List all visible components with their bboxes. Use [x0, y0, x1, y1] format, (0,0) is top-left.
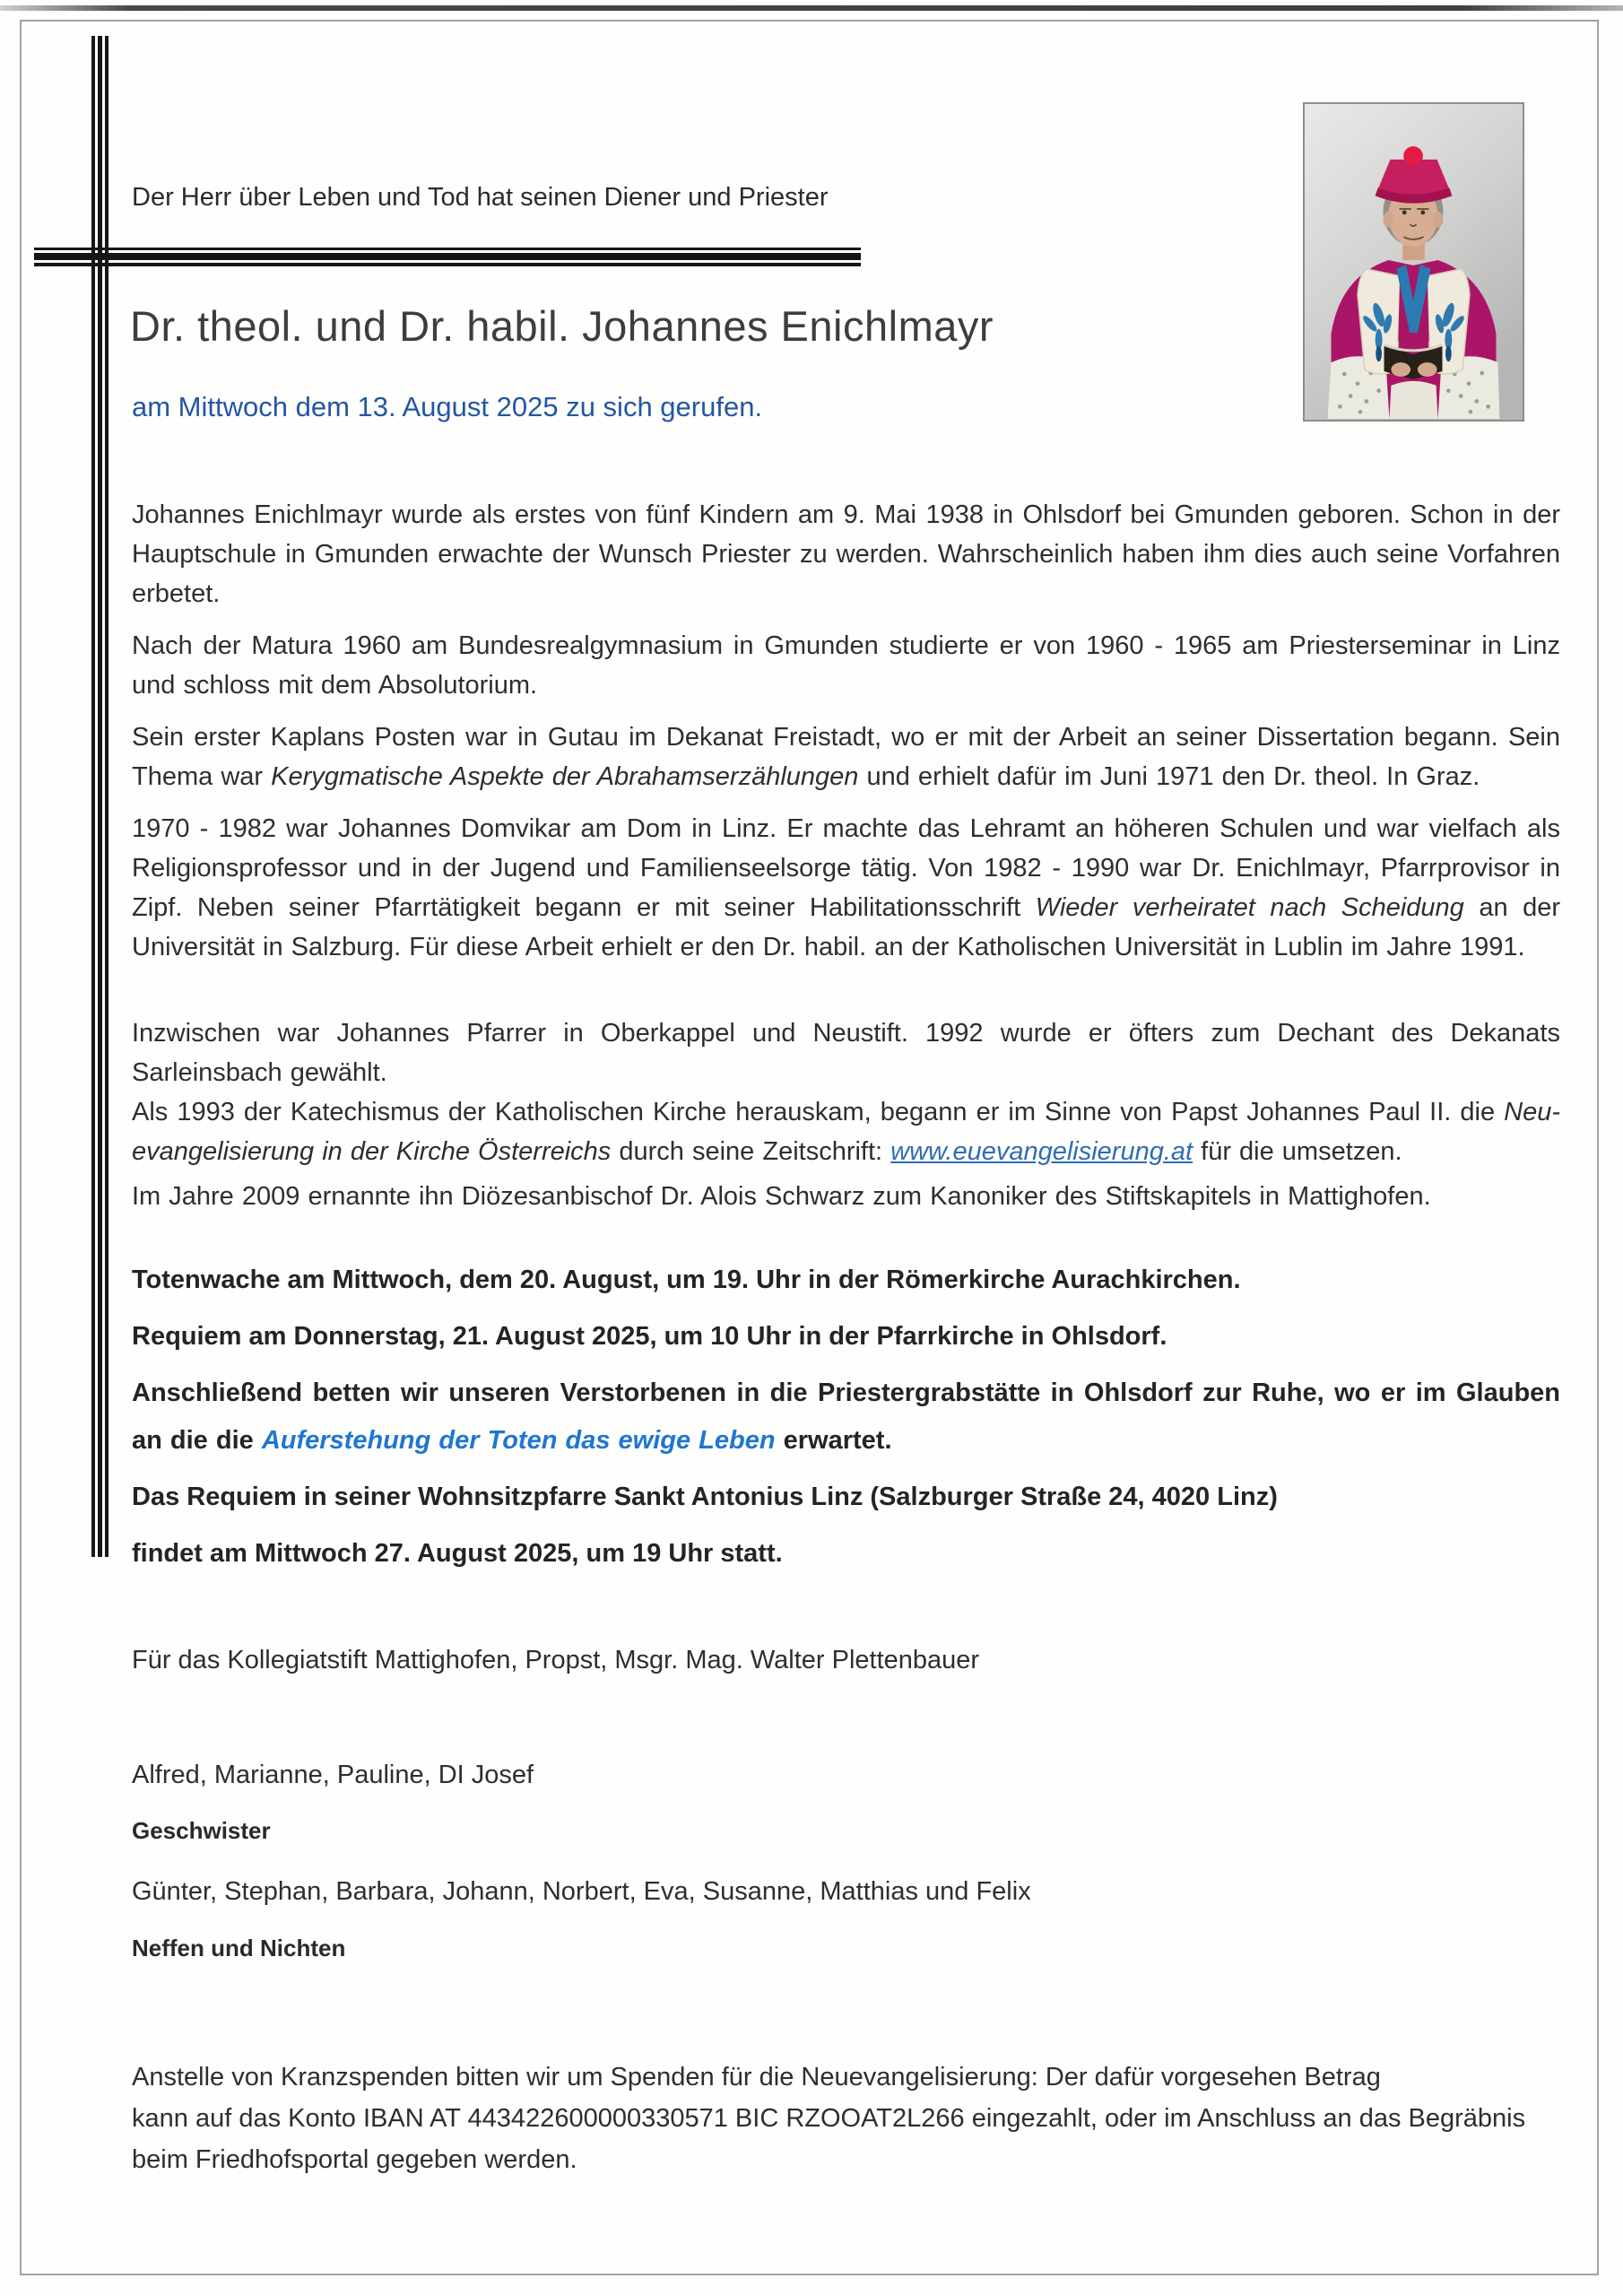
plain-text: an der Universität in Salzburg. Für diese Arbeit erhielt er den Dr. habil. an der Katholischen Universität in Lublin im Jahre 1991.: [132, 893, 1560, 961]
plain-text: Anschließend betten wir unseren Verstorbenen in die Priestergrabstätte in Ohlsdorf zur Ruhe, wo er im Glauben an die die: [132, 1378, 1560, 1455]
donation-note-line-3: beim Friedhofsportal gegeben werden.: [132, 2145, 577, 2174]
deceased-name-title: Dr. theol. und Dr. habil. Johannes Enichlmayr: [130, 302, 994, 350]
announcement-requiem-linz-date: findet am Mittwoch 27. August 2025, um 19 Uhr statt.: [132, 1539, 783, 1568]
plain-text: und erhielt dafür im Juni 1971 den Dr. theol. In Graz.: [858, 762, 1480, 791]
plain-text: durch seine Zeitschrift:: [611, 1137, 891, 1166]
donation-note-line-1: Anstelle von Kranzspenden bitten wir um Spenden für die Neuevangelisierung: Der dafür vorgesehen Betrag: [132, 2063, 1381, 2092]
bio-paragraph-domvikar: [132, 809, 1560, 967]
plain-text: Inzwischen war Johannes Pfarrer in Oberkappel und Neustift. 1992 wurde er öfters zum Dechant des Dekanats Sarleinsbach gewählt.: [132, 1019, 1560, 1087]
bio-paragraph-pfarrer: [132, 1013, 1560, 1092]
bio-paragraph-katechismus: [132, 1092, 1560, 1171]
plain-text: Nach der Matura 1960 am Bundesrealgymnasium in Gmunden studierte er von 1960 - 1965 am Priesterseminar in Linz und schloss mit dem Absolutorium.: [132, 631, 1560, 700]
plain-text: erwartet.: [775, 1426, 892, 1455]
donation-note-line-2: kann auf das Konto IBAN AT 443422600000330571 BIC RZOOAT2L266 eingezahlt, oder im Anschluss an das Begräbnis: [132, 2104, 1526, 2133]
nieces-nephews-names: Günter, Stephan, Barbara, Johann, Norbert, Eva, Susanne, Matthias und Felix: [132, 1877, 1031, 1906]
plain-text: 1970 - 1982 war Johannes Domvikar am Dom in Linz. Er machte das Lehramt an höheren Schulen und war vielfach als Religionsprofessor und in der Jugend und Familienseelsorge tätig. Von 1982 - 1990 war Dr. Enichlmayr, Pfarrprovisor in Zipf. Neben seiner Pfarrtätigkeit begann er mit seiner Habilitationsschrift: [132, 814, 1560, 922]
emphasized-text: Neu-evangelisierung in der Kirche Österreichs: [132, 1098, 1560, 1166]
intro-line: Der Herr über Leben und Tod hat seinen Diener und Priester: [132, 183, 829, 212]
memorial-cross-horizontal: [34, 248, 861, 266]
evangelisierung-link[interactable]: www.euevangelisierung.at: [890, 1137, 1193, 1166]
priest-portrait-illustration: [1305, 104, 1523, 420]
emphasized-text: Auferstehung der Toten das ewige Leben: [261, 1426, 776, 1455]
announcement-requiem-linz: Das Requiem in seiner Wohnsitzpfarre Sankt Antonius Linz (Salzburger Straße 24, 4020 Linz): [132, 1483, 1278, 1511]
announcement-requiem-ohlsdorf: Requiem am Donnerstag, 21. August 2025, um 10 Uhr in der Pfarrkirche in Ohlsdorf.: [132, 1322, 1167, 1351]
bio-paragraph-matura: [132, 626, 1560, 705]
siblings-label: Geschwister: [132, 1817, 271, 1844]
bio-paragraph-kanoniker: [132, 1177, 1560, 1216]
bio-paragraph-birth: [132, 495, 1560, 613]
signature-line: Für das Kollegiatstift Mattighofen, Propst, Msgr. Mag. Walter Plettenbauer: [132, 1646, 980, 1674]
plain-text: für die umsetzen.: [1193, 1137, 1402, 1166]
scan-top-edge: [0, 5, 1623, 11]
death-date-line: am Mittwoch dem 13. August 2025 zu sich gerufen.: [132, 391, 763, 422]
plain-text: Als 1993 der Katechismus der Katholischen Kirche herauskam, begann er im Sinne von Papst Johannes Paul II. die: [132, 1098, 1505, 1126]
plain-text: Johannes Enichlmayr wurde als erstes von fünf Kindern am 9. Mai 1938 in Ohlsdorf bei Gmunden geboren. Schon in der Hauptschule in Gmunden erwachte der Wunsch Priester zu werden. Wahrscheinlich haben ihm dies auch seine Vorfahren erbetet.: [132, 500, 1560, 608]
plain-text: Im Jahre 2009 ernannte ihn Diözesanbischof Dr. Alois Schwarz zum Kanoniker des Stiftskapitels in Mattighofen.: [132, 1182, 1431, 1211]
bio-paragraph-kaplan: [132, 718, 1560, 796]
siblings-names: Alfred, Marianne, Pauline, DI Josef: [132, 1761, 534, 1789]
announcement-totenwache: Totenwache am Mittwoch, dem 20. August, um 19. Uhr in der Römerkirche Aurachkirchen.: [132, 1265, 1241, 1294]
nieces-nephews-label: Neffen und Nichten: [132, 1935, 346, 1961]
emphasized-text: Wieder verheiratet nach Scheidung: [1035, 893, 1464, 922]
announcement-burial: [132, 1370, 1560, 1465]
plain-text: Sein erster Kaplans Posten war in Gutau im Dekanat Freistadt, wo er mit der Arbeit an seiner Dissertation begann. Sein Thema war: [132, 723, 1560, 791]
portrait-photo: [1303, 102, 1524, 422]
emphasized-text: Kerygmatische Aspekte der Abrahamserzählungen: [271, 762, 859, 791]
